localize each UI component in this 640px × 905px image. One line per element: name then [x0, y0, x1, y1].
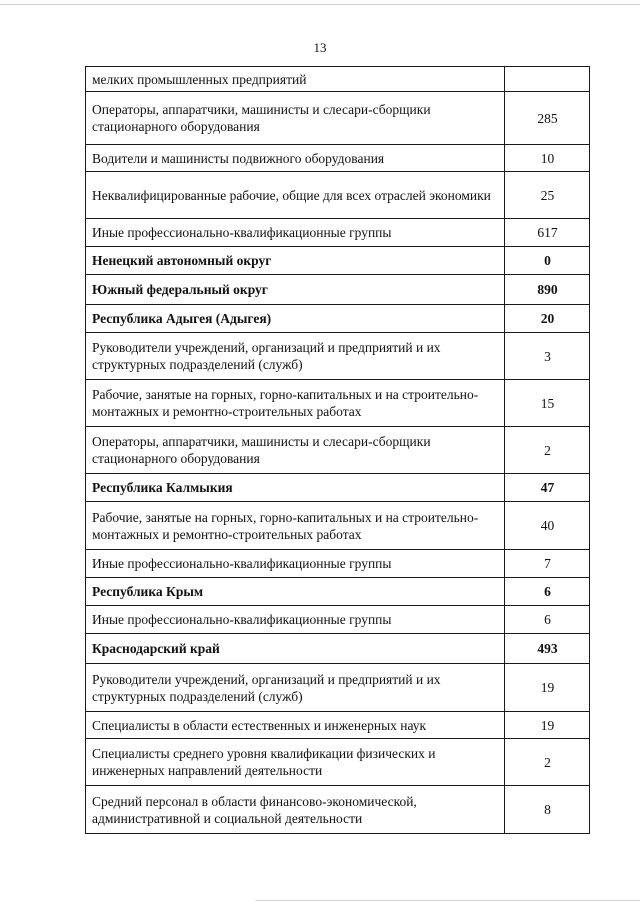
- row-value: 19: [505, 664, 590, 712]
- row-label: Операторы, аппаратчики, машинисты и слесари-сборщики стационарного оборудования: [86, 427, 505, 474]
- table-row: [86, 786, 590, 834]
- row-label: Рабочие, занятые на горных, горно-капитальных и на строительно-монтажных и ремонтно-строительных работах: [86, 380, 505, 427]
- table-row: [86, 305, 590, 333]
- occupation-table: [85, 66, 590, 834]
- page-number: 13: [313, 40, 327, 55]
- row-value: 25: [505, 172, 590, 219]
- row-value: 617: [505, 219, 590, 247]
- row-label: Республика Калмыкия: [86, 474, 505, 502]
- table-row: [86, 474, 590, 502]
- table-row: [86, 739, 590, 786]
- table-row: [86, 333, 590, 380]
- row-value: 47: [505, 474, 590, 502]
- table-row: [86, 172, 590, 219]
- row-label: Специалисты среднего уровня квалификации физических и инженерных направлений деятельности: [86, 739, 505, 786]
- row-value: 6: [505, 578, 590, 606]
- row-label: мелких промышленных предприятий: [86, 67, 505, 92]
- scan-bottom-line: [255, 900, 640, 901]
- table-row: [86, 502, 590, 550]
- row-value: [505, 67, 590, 92]
- row-label: Республика Крым: [86, 578, 505, 606]
- table-row: [86, 550, 590, 578]
- row-label: Водители и машинисты подвижного оборудования: [86, 145, 505, 172]
- table-row: [86, 92, 590, 145]
- row-label: Средний персонал в области финансово-экономической, административной и социальной деятельности: [86, 786, 505, 834]
- row-label: Иные профессионально-квалификационные группы: [86, 606, 505, 634]
- row-value: 2: [505, 427, 590, 474]
- row-value: 20: [505, 305, 590, 333]
- table-body: [86, 67, 590, 834]
- row-label: Рабочие, занятые на горных, горно-капитальных и на строительно-монтажных и ремонтно-строительных работах: [86, 502, 505, 550]
- table-row: [86, 634, 590, 664]
- table-row: [86, 380, 590, 427]
- row-value: 40: [505, 502, 590, 550]
- table-row: [86, 712, 590, 739]
- row-label: Ненецкий автономный округ: [86, 247, 505, 275]
- row-value: 10: [505, 145, 590, 172]
- row-label: Иные профессионально-квалификационные группы: [86, 219, 505, 247]
- row-value: 890: [505, 275, 590, 305]
- row-label: Руководители учреждений, организаций и предприятий и их структурных подразделений (служб): [86, 333, 505, 380]
- row-value: 6: [505, 606, 590, 634]
- row-value: 2: [505, 739, 590, 786]
- row-value: 0: [505, 247, 590, 275]
- row-value: 15: [505, 380, 590, 427]
- table-row: [86, 606, 590, 634]
- row-label: Республика Адыгея (Адыгея): [86, 305, 505, 333]
- scan-edge-line: [0, 4, 640, 5]
- row-value: 8: [505, 786, 590, 834]
- table-row: [86, 67, 590, 92]
- row-value: 19: [505, 712, 590, 739]
- table-row: [86, 145, 590, 172]
- row-label: Краснодарский край: [86, 634, 505, 664]
- table-row: [86, 247, 590, 275]
- row-label: Руководители учреждений, организаций и предприятий и их структурных подразделений (служб): [86, 664, 505, 712]
- row-value: 285: [505, 92, 590, 145]
- table-row: [86, 427, 590, 474]
- row-label: Операторы, аппаратчики, машинисты и слесари-сборщики стационарного оборудования: [86, 92, 505, 145]
- table-row: [86, 578, 590, 606]
- row-value: 7: [505, 550, 590, 578]
- row-value: 3: [505, 333, 590, 380]
- table-row: [86, 275, 590, 305]
- table-row: [86, 219, 590, 247]
- row-label: Специалисты в области естественных и инженерных наук: [86, 712, 505, 739]
- row-label: Неквалифицированные рабочие, общие для всех отраслей экономики: [86, 172, 505, 219]
- row-label: Южный федеральный округ: [86, 275, 505, 305]
- table-row: [86, 664, 590, 712]
- row-label: Иные профессионально-квалификационные группы: [86, 550, 505, 578]
- row-value: 493: [505, 634, 590, 664]
